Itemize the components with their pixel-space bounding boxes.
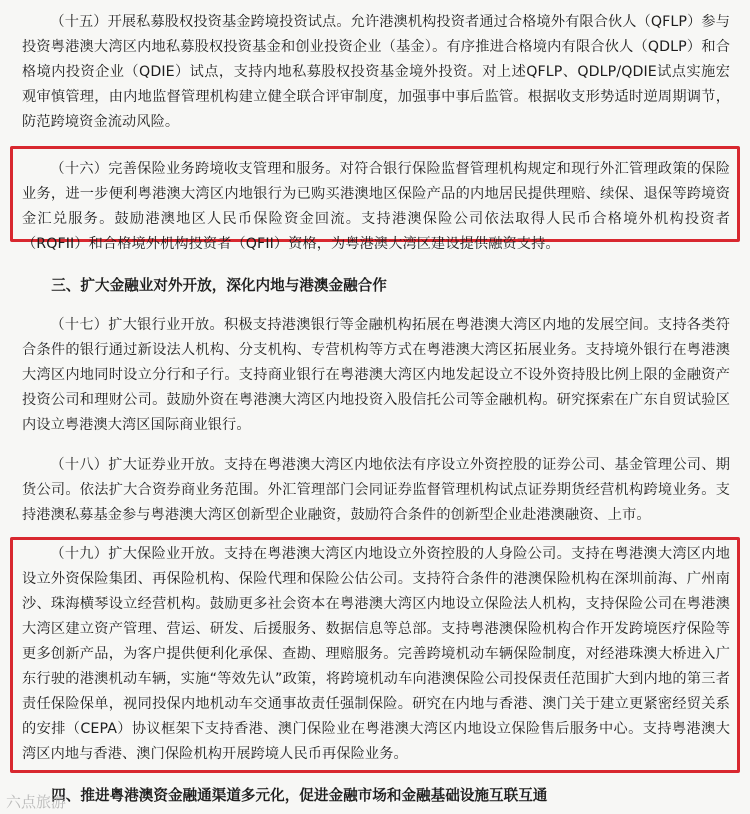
paragraph-16: （十六）完善保险业务跨境收支管理和服务。对符合银行保险监督管理机构规定和现行外汇管理政策的保险业务，进一步便利粤港澳大湾区内地银行为已购买港澳地区保险产品的内地居民提供理赔、续保、退保等跨境资金汇兑服务。鼓励港澳地区人民币保险资金回流。支持港澳保险公司依法取得人民币合格境外机构投资者（RQFII）和合格境外机构投资者（QFII）资格，为粤港澳大湾区建设提供融资支持。	[22, 161, 730, 252]
paragraph-19: （十九）扩大保险业开放。支持在粤港澳大湾区内地设立外资控股的人身险公司。支持在粤港澳大湾区内地设立外资保险集团、再保险机构、保险代理和保险公估公司。支持符合条件的港澳保险机构在深圳前海、广州南沙、珠海横琴设立经营机构。鼓励更多社会资本在粤港澳大湾区内地设立保险法人机构，支持保险公司在粤港澳大湾区建立资产管理、营运、研发、后援服务、数据信息等总部。支持粤港澳保险机构合作开发跨境医疗保险等更多创新产品，为客户提供便利化承保、查勘、理赔服务。完善跨境机动车辆保险制度，对经港珠澳大桥进入广东行驶的港澳机动车辆，实施“等效先认”政策，将跨境机动车向港澳保险公司投保责任范围扩大到内地的第三者责任保险保单，视同投保内地机动车交通事故责任强制保险。研究在内地与香港、澳门关于建立更紧密经贸关系的安排（CEPA）协议框架下支持香港、澳门保险业在粤港澳大湾区内地设立保险售后服务中心。支持粤港澳大湾区内地与香港、澳门保险机构开展跨境人民币再保险业务。	[22, 546, 730, 762]
paragraph-18: （十八）扩大证券业开放。支持在粤港澳大湾区内地依法有序设立外资控股的证券公司、基金管理公司、期货公司。依法扩大合资券商业务范围。外汇管理部门会同证券监督管理机构试点证券期货经营机构跨境业务。支持港澳私募基金参与粤港澳大湾区创新型企业融资，鼓励符合条件的创新型企业赴港澳融资、上市。	[22, 457, 730, 523]
watermark: 六点旅游	[6, 793, 67, 811]
section-heading-4: 四、推进粤港澳资金融通渠道多元化，促进金融市场和金融基础设施互联互通	[51, 787, 548, 804]
paragraph-15: （十五）开展私募股权投资基金跨境投资试点。允许港澳机构投资者通过合格境外有限合伙人（QFLP）参与投资粤港澳大湾区内地私募股权投资基金和创业投资企业（基金）。有序推进合格境内有限合伙人（QDLP）和合格境内投资企业（QDIE）试点，支持内地私募股权投资基金境外投资。对上述QFLP、QDLP/QDIE试点实施宏观审慎管理，由内地监督管理机构建立健全联合评审制度，加强事中事后监管。根据收支形势适时逆周期调节，防范跨境资金流动风险。	[22, 14, 730, 130]
section-heading-3: 三、扩大金融业对外开放，深化内地与港澳金融合作	[51, 277, 387, 294]
paragraph-17: （十七）扩大银行业开放。积极支持港澳银行等金融机构拓展在粤港澳大湾区内地的发展空间。支持各类符合条件的银行通过新设法人机构、分支机构、专营机构等方式在粤港澳大湾区拓展业务。支持境外银行在粤港澳大湾区内地同时设立分行和子行。支持商业银行在粤港澳大湾区内地发起设立不设外资持股比例上限的金融资产投资公司和理财公司。鼓励外资在粤港澳大湾区内地投资入股信托公司等金融机构。研究探索在广东自贸试验区内设立粤港澳大湾区国际商业银行。	[22, 317, 730, 433]
